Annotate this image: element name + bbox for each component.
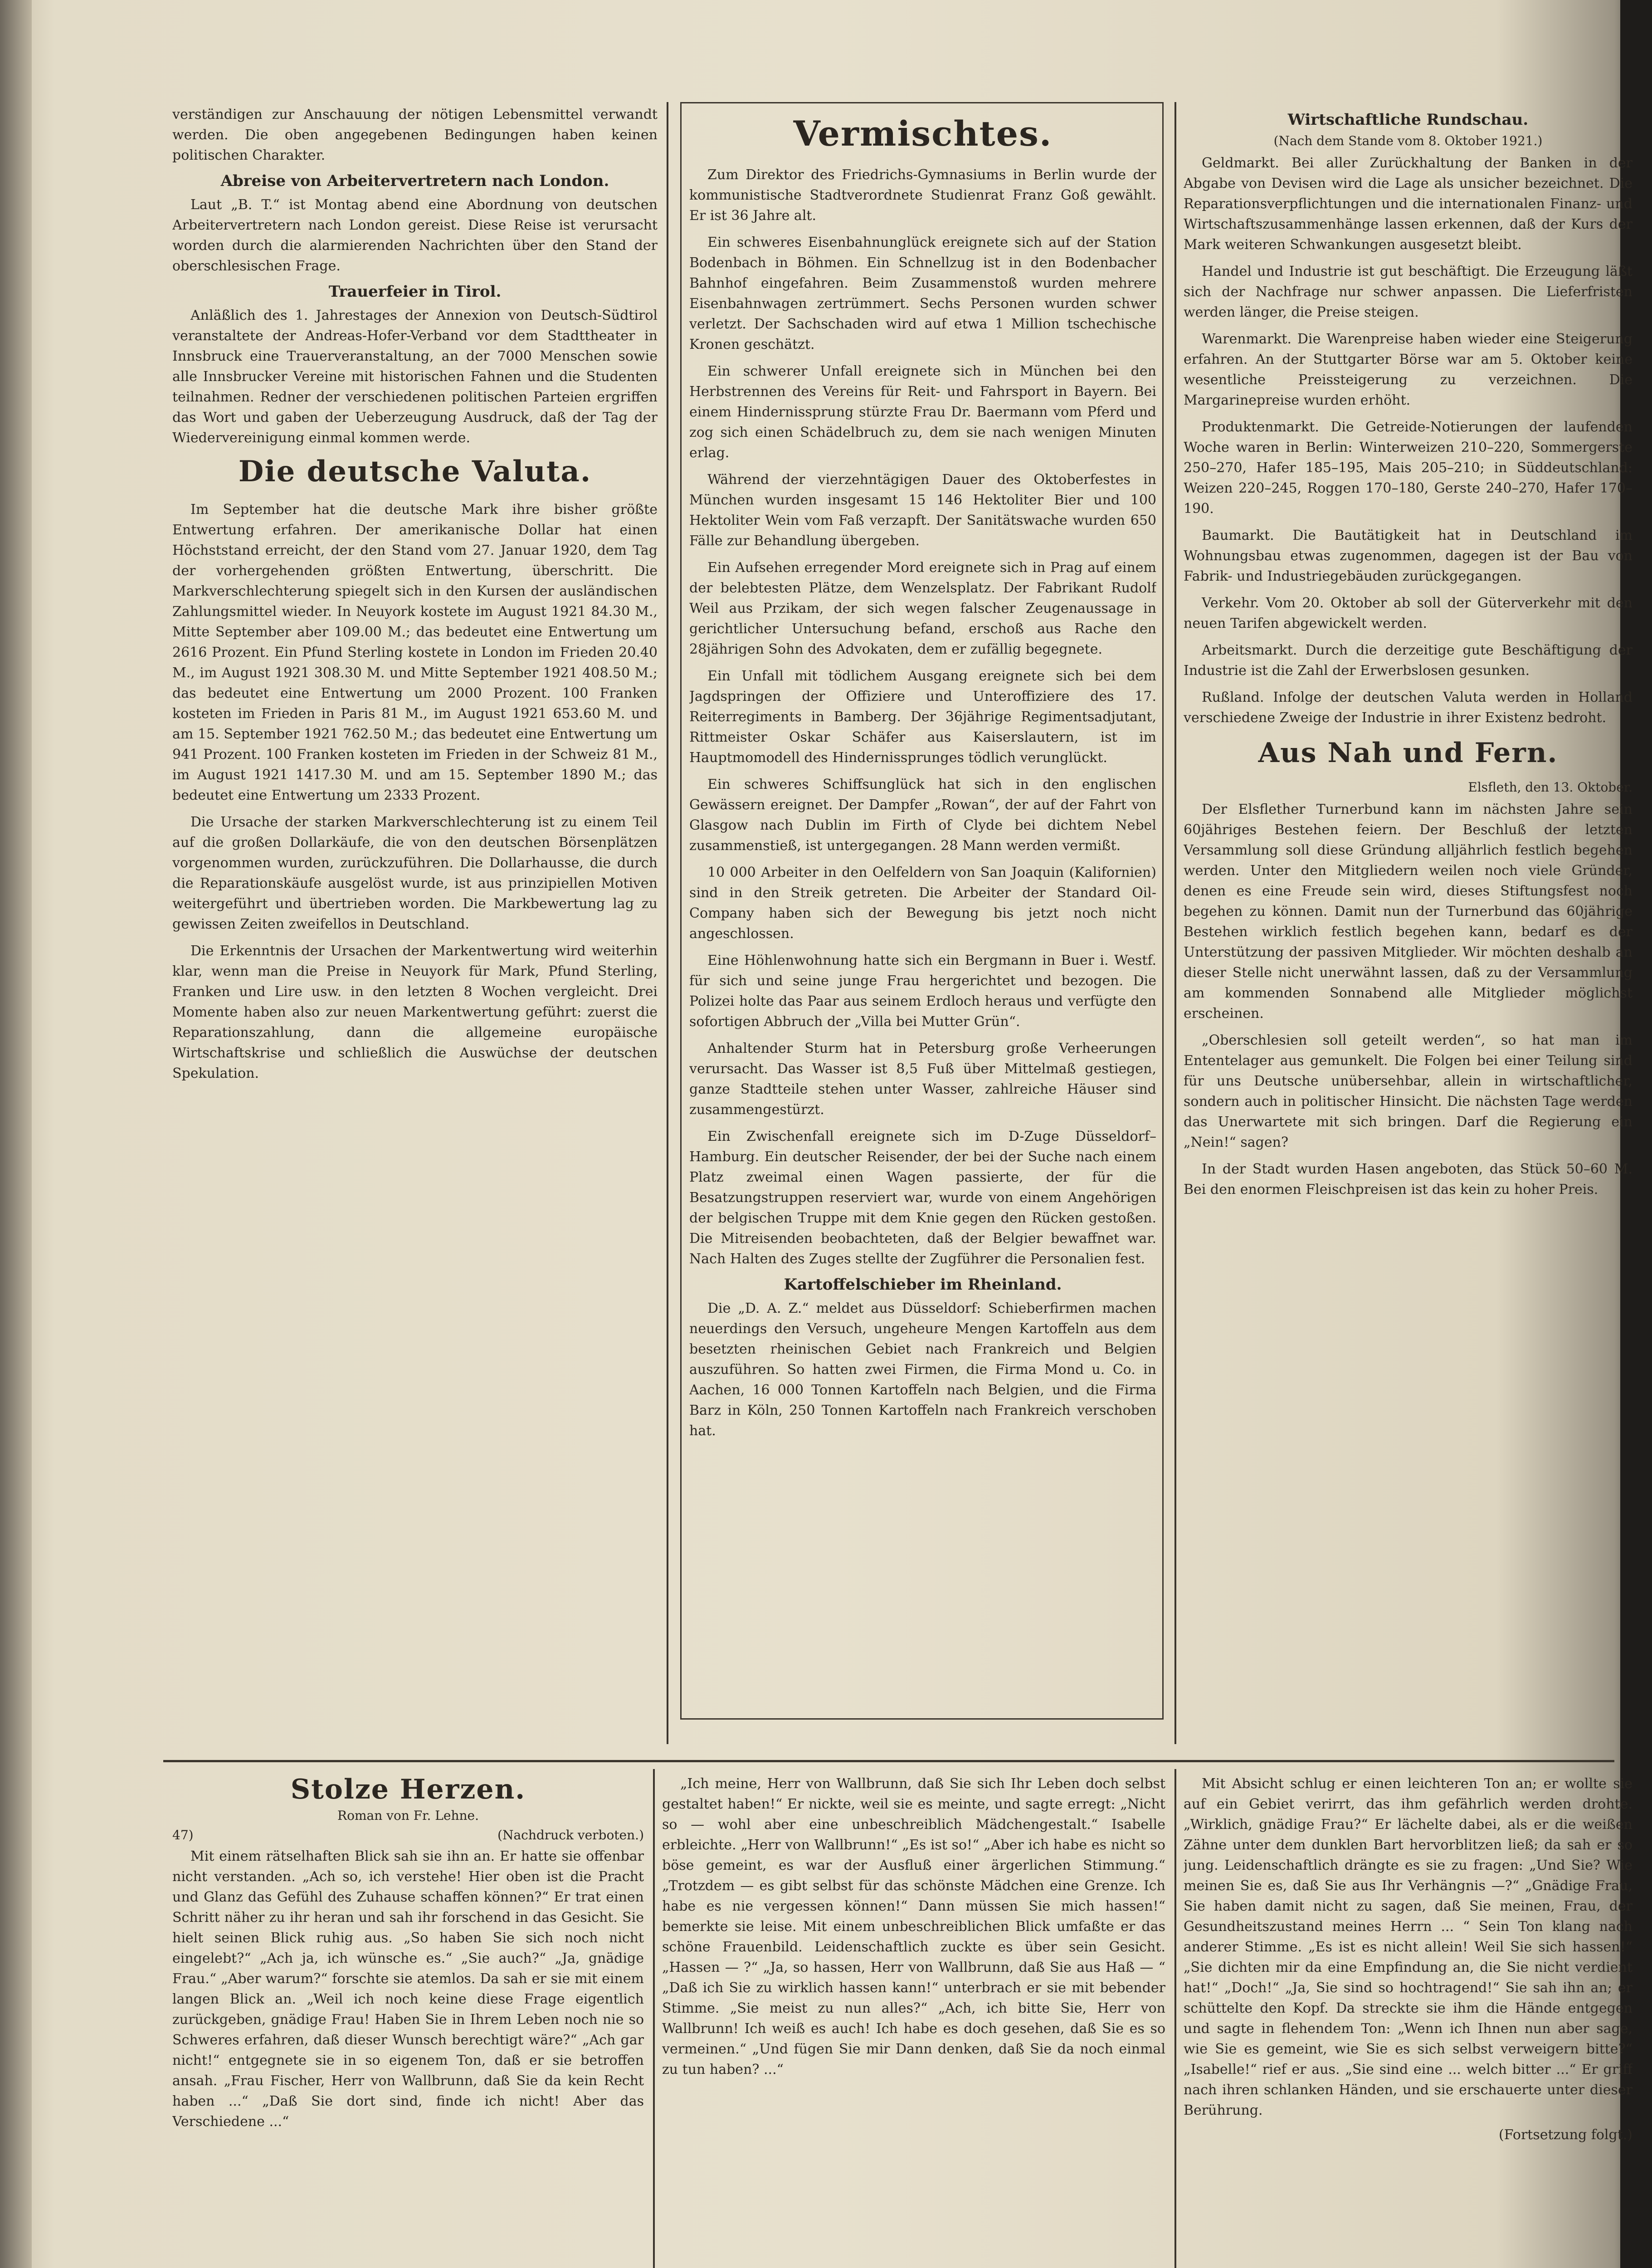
page-binding bbox=[0, 0, 32, 2268]
dateline: Elsfleth, den 13. Oktober. bbox=[1468, 780, 1633, 795]
article-eisenbahn: Ein schweres Eisenbahnunglück ereignete sich auf der Station Bodenbach in Böhmen. Ein Schnellzug ist in den Bodenbacher Bahnhof eingefahren. Beim Zusammenstoß wurden mehrere Eisenbahnwagen zertrümmert. Sechs Personen wurden schwer verletzt. Der Sachschaden wird auf etwa 1 Million tschechische Kronen geschätzt. bbox=[689, 235, 1156, 352]
article-valuta-3: Die Erkenntnis der Ursachen der Markentwertung wird weiterhin klar, wenn man die Preise in Neuyork für Mark, Pfund Sterling, Franken und Lire usw. in den letzten 8 Wochen vergleicht. Drei Momente haben also zur neuen Markentwertung geführt: zuerst die Reparationszahlung, dann die allgemeine europäische Wirtschaftskrise und schließlich die Auswüchse der deutschen Spekulation. bbox=[172, 943, 658, 1081]
serial-text-2: „Ich meine, Herr von Wallbrunn, daß Sie sich Ihr Leben doch selbst gestaltet haben!“ Er nickte, weil sie es meinte, und sagte erregt: „Nicht so — wohl aber eine unbeschreiblich Mädchengestalt.“ Isabelle erbleichte. „Herr von Wallbrunn!“ „Es ist so!“ „Aber ich habe es nicht so böse gemeint, es war der Ausfluß einer ärgerlichen Stimmung.“ „Trotzdem — es gibt selbst für das schönste Mädchen eine Grenze. Ich habe es nie vergessen können!“ Dann müssen Sie mich hassen!“ bemerkte sie leise. Mit einem unbeschreiblichen Blick umfaßte er das schöne Frauenbild. Leidenschaftlich zuckte es über sein Gesicht. „Hassen — ?“ „Ja, so hassen, Herr von Wallbrunn, daß Sie aus Haß — “ „Daß ich Sie zu wirklich hassen kann!“ unterbrach er sie mit bebender Stimme. „Sie meist zu nun alles?“ „Ach, ich bitte Sie, Herr von Wallbrunn! Ich weiß es auch! Ich habe es doch gesehen, daß Sie es so vermeinen.“ „Und fügen Sie mir Dann denken, daß Sie da noch einmal zu tun haben? ...“ bbox=[662, 1776, 1165, 2077]
article-oberschlesien: „Oberschlesien soll geteilt werden“, so hat man im Ententelager aus gemunkelt. Die Folgen bei einer Teilung sind für uns Deutsche unübersehbar, allein in wirtschaftlicher, sondern auch in politischer Hinsicht. Die nächsten Tage werden das Unerwartete mit sich bringen. Darf die Regierung ein „Nein!“ sagen? bbox=[1184, 1032, 1633, 1150]
serial-continued: (Fortsetzung folgt.) bbox=[1499, 2127, 1633, 2143]
headline-kartoffel: Kartoffelschieber im Rheinland. bbox=[784, 1276, 1062, 1294]
article-valuta-1: Im September hat die deutsche Mark ihre bisher größte Entwertung erfahren. Der amerikanische Dollar hat einen Höchststand erreicht, der den Stand vom 27. Januar 1920, dem Tag der vorhergehenden größten Entwertung, überschritt. Die Markverschlechterung spiegelt sich in den Kursen der ausländischen Zahlungsmittel wieder. In Neuyork kostete im August 1921 84.30 M., Mitte September aber 109.00 M.; das bedeutet eine Entwertung um 2616 Prozent. Ein Pfund Sterling kostete in London im Frieden 20.40 M., im August 1921 308.30 M. und Mitte September 1921 408.50 M.; das bedeutet eine Entwertung um 2000 Prozent. 100 Franken kosteten im Frieden in Paris 81 M., im August 1921 653.60 M. und am 15. September 1921 762.50 M.; das bedeutet eine Entwertung um 941 Prozent. 100 Franken kosteten im Frieden in der Schweiz 81 M., im August 1921 1417.30 M. und am 15. September 1890 M.; das bedeutet eine Entwertung um 2333 Prozent. bbox=[172, 502, 658, 803]
article-unfall-bamberg: Ein Unfall mit tödlichem Ausgang ereignete sich bei dem Jagdspringen der Offiziere und Unteroffiziere des 17. Reiterregiments in Bamberg. Der 36jährige Regimentsadjutant, Rittmeister Oskar Schäfer aus Kaiserslautern, ist im Hauptmomodell des Hindernissprunges tödlich verunglückt. bbox=[689, 668, 1156, 766]
serial-column-1 bbox=[172, 1774, 644, 2268]
article-handel: Handel und Industrie ist gut beschäftigt. Die Erzeugung läßt sich der Nachfrage nur schwer anpassen. Die Lieferfristen werden länger, die Preise steigen. bbox=[1184, 264, 1633, 320]
article-warenmarkt: Warenmarkt. Die Warenpreise haben wieder eine Steigerung erfahren. An der Stuttgarter Börse war am 5. Oktober keine wesentliche Preissteigerung zu verzeichnen. Die Margarinepreise wurden erhöht. bbox=[1184, 331, 1633, 408]
column-vermischtes bbox=[689, 109, 1156, 1715]
serial-number: 47) bbox=[172, 1828, 194, 1843]
serial-title: Stolze Herzen. bbox=[290, 1774, 526, 1805]
serial-text-1: Mit einem rätselhaften Blick sah sie ihn an. Er hatte sie offenbar nicht verstanden. „Ach so, ich verstehe! Hier oben ist die Pracht und Glanz das Gefühl des Zuhause schaffen können?“ Er trat einen Schritt näher zu ihr heran und sah ihr forschend in das Gesicht. Sie hielt seinen Blick ruhig aus. „So haben Sie sich noch nicht eingelebt?“ „Ach ja, ich wünsche es.“ „Sie auch?“ „Ja, gnädige Frau.“ „Aber warum?“ forschte sie atemlos. Da sah er sie mit einem langen Blick an. „Weil ich noch keine diese Frage eigentlich zurückgeben, gnädige Frau! Haben Sie in Ihrem Leben noch nie so Schweres erfahren, daß dieser Wunsch berechtigt wäre?“ „Ach gar nicht!“ entgegnete sie in so eigenem Ton, daß er sie betroffen ansah. „Frau Fischer, Herr von Wallbrunn, daß Sie da kein Recht haben ...“ „Daß Sie dort sind, finde ich nicht! Aber das Verschiedene ...“ bbox=[172, 1848, 644, 2130]
column-rule-1 bbox=[667, 102, 668, 1744]
column-rule-2 bbox=[1174, 102, 1176, 1744]
article-mord: Ein Aufsehen erregender Mord ereignete sich in Prag auf einem der belebtesten Plätze, dem Wenzelsplatz. Der Fabrikant Rudolf Weil aus Przikam, der sich wegen falscher Zeugenaussage in gerichtlicher Untersuchung befand, erschoß aus Rache den 28jährigen Sohn des Advokaten, dem er zufällig begegnete. bbox=[689, 560, 1156, 657]
headline-valuta: Die deutsche Valuta. bbox=[238, 455, 592, 489]
article-zwischenfall: Ein Zwischenfall ereignete sich im D-Zuge Düsseldorf–Hamburg. Ein deutscher Reisender, der bei der Suche nach einem Platz zweimal einen Wagen passierte, der für die Besatzungstruppen reserviert war, wurde von einem Angehörigen der belgischen Truppe mit dem Knie gegen den Rücken gestoßen. Die Mitreisenden beobachteten, daß der Belgier bewaffnet war. Nach Halten des Zuges stellte der Zugführer die Personalien fest. bbox=[689, 1129, 1156, 1267]
column-rule-4 bbox=[1174, 1769, 1176, 2268]
article-produktenmarkt: Produktenmarkt. Die Getreide-Notierungen der laufenden Woche waren in Berlin: Winterweizen 210–220, Sommergerste 250–270, Hafer 185–195, Mais 205–210; in Süddeutschland: Weizen 220–245, Roggen 170–180, Gerste 240–270, Hafer 170–190. bbox=[1184, 419, 1633, 517]
article-hasen: In der Stadt wurden Hasen angeboten, das Stück 50–60 M. Bei den enormen Fleischpreisen ist das kein zu hoher Preis. bbox=[1184, 1161, 1633, 1198]
article-turnerbund: Der Elsflether Turnerbund kann im nächsten Jahre sein 60jähriges Bestehen feiern. Der Beschluß der letzten Versammlung soll diese Gründung alljährlich festlich begehen werden. Unter den Mitgliedern weilen noch viele Gründer, denen es eine Freude sein wird, dieses Stiftungsfest noch begehen zu können. Damit nun der Turnerbund das 60jährige Bestehen wirklich festlich begehen kann, bedarf es der Unterstützung der passiven Mitglieder. Wir möchten deshalb an dieser Stelle nicht unerwähnt lassen, daß zu der Versammlung am kommenden Sonnabend alle Mitglieder möglichst erscheinen. bbox=[1184, 802, 1633, 1022]
article-kartoffel: Die „D. A. Z.“ meldet aus Düsseldorf: Schieberfirmen machen neuerdings den Versuch, ungeheure Mengen Kartoffeln aus dem besetzten rheinischen Gebiet nach Frankreich und Belgien auszuführen. So hatten zwei Firmen, die Firma Mond u. Co. in Aachen, 16 000 Tonnen Kartoffeln nach Belgien, und die Firma Barz in Köln, 250 Tonnen Kartoffeln nach Frankreich verschoben hat. bbox=[689, 1300, 1156, 1439]
column-rule-3 bbox=[653, 1769, 655, 2268]
article-baumarkt: Baumarkt. Die Bautätigkeit hat in Deutschland im Wohnungsbau etwas zugenommen, dagegen ist der Bau von Fabrik- und Industriegebäuden zurückgegangen. bbox=[1184, 528, 1633, 584]
article-russland: Rußland. Infolge der deutschen Valuta werden in Holland verschiedene Zweige der Industrie in ihrer Existenz bedroht. bbox=[1184, 689, 1633, 726]
article-valuta-2: Die Ursache der starken Markverschlechterung ist zu einem Teil auf die großen Dollarkäufe, die von den deutschen Börsenplätzen vorgenommen wurden, zurückzuführen. Die Dollarhausse, die durch die Reparationskäufe ausgelöst wurde, ist aus prinzipiellen Motiven weitergeführt und übertrieben worden. Die Markbewertung lag zu gewissen Zeiten zweifellos in Deutschland. bbox=[172, 814, 658, 932]
article-sturm: Anhaltender Sturm hat in Petersburg große Verheerungen verursacht. Das Wasser ist 8,5 Fuß über Mittelmaß gestiegen, ganze Stadtteile stehen unter Wasser, zahlreiche Häuser sind zusammengestürzt. bbox=[689, 1041, 1156, 1118]
serial-text-3: Mit Absicht schlug er einen leichteren Ton an; er wollte sie auf ein Gebiet verirrt, das ihm gefährlich werden drohte. „Wirklich, gnädige Frau?“ Er lächelte dabei, als er die weißen Zähne unter dem dunklen Bart hervorblitzen ließ; da sah er so jung. Leidenschaftlich drängte es sie zu fragen: „Und Sie? Wie meinen Sie es, daß Sie aus Ihr Verhängnis —?“ „Gnädige Frau, Sie haben damit nicht zu sagen, daß Sie meinen, Frau, der Gesundheitszustand meines Herrn ... “ Sein Ton klang nach anderer Stimme. „Es ist es nicht allein! Weil Sie sich hassen!“ „Sie dichten mir da eine Empfindung an, die Sie nicht verdient hat!“ „Doch!“ „Ja, Sie sind so hochtragend!“ Sie sah ihn an; er schüttelte den Kopf. Da streckte sie ihm die Hände entgegen und sagte in flehendem Ton: „Wenn ich Ihnen nun aber sage, wie Sie es gemeint, wie Sie es sich selbst verweigern bitte?“ „Isabelle!“ rief er aus. „Sie sind eine ... welch bitter ...“ Er griff nach ihren schlanken Händen, und sie erschauerte unter dieser Berührung. bbox=[1184, 1776, 1633, 2118]
serial-column-2 bbox=[662, 1774, 1165, 2268]
article-arbeitsmarkt: Arbeitsmarkt. Durch die derzeitige gute Beschäftigung der Industrie ist die Zahl der Erwerbslosen gesunken. bbox=[1184, 642, 1633, 679]
subheadline-wirtschaft: (Nach dem Stande vom 8. Oktober 1921.) bbox=[1273, 133, 1543, 148]
serial-byline: Roman von Fr. Lehne. bbox=[337, 1808, 479, 1823]
serial-column-3 bbox=[1184, 1774, 1633, 2268]
column-wirtschaft bbox=[1184, 104, 1633, 1746]
headline-trauerfeier: Trauerfeier in Tirol. bbox=[328, 283, 502, 301]
headline-vermischtes: Vermischtes. bbox=[793, 113, 1053, 154]
headline-nah-fern: Aus Nah und Fern. bbox=[1258, 737, 1558, 769]
intro-text: verständigen zur Anschauung der nötigen Lebensmittel verwandt werden. Die oben angegebenen Bedingungen haben keinen politischen Charakter. bbox=[172, 107, 658, 163]
article-direktor: Zum Direktor des Friedrichs-Gymnasiums in Berlin wurde der kommunistische Stadtverordnete Studienrat Franz Goß gewählt. Er ist 36 Jahre alt. bbox=[689, 167, 1156, 224]
article-schiff: Ein schweres Schiffsunglück hat sich in den englischen Gewässern ereignet. Der Dampfer „Rowan“, der auf der Fahrt von Glasgow nach Dublin im Firth of Clyde bei dichtem Nebel zusammenstieß, ist untergegangen. 28 Mann werden vermißt. bbox=[689, 777, 1156, 854]
article-unfall: Ein schwerer Unfall ereignete sich in München bei den Herbstrennen des Vereins für Reit- und Fahrsport in Bayern. Bei einem Hindernissprung stürzte Frau Dr. Baermann vom Pferd und zog sich einen Schädelbruch zu, dem sie nach wenigen Minuten erlag. bbox=[689, 363, 1156, 461]
article-geldmarkt: Geldmarkt. Bei aller Zurückhaltung der Banken in der Abgabe von Devisen wird die Lage als unsicher bezeichnet. Die Reparationsverpflichtungen und die internationalen Finanz- und Wirtschaftszusammenhänge lassen erkennen, daß der Kurs der Mark weiteren Schwankungen ausgesetzt bleibt. bbox=[1184, 155, 1633, 253]
article-oktoberfest: Während der vierzehntägigen Dauer des Oktoberfestes in München wurden insgesamt 15 146 Hektoliter Bier und 100 Hektoliter Wein vom Faß verzapft. Der Sanitätswache wurden 650 Fälle zur Behandlung übergeben. bbox=[689, 472, 1156, 549]
article-verkehr: Verkehr. Vom 20. Oktober ab soll der Güterverkehr mit den neuen Tarifen abgewickelt werden. bbox=[1184, 595, 1633, 631]
article-hoehle: Eine Höhlenwohnung hatte sich ein Bergmann in Buer i. Westf. für sich und seine junge Frau hergerichtet und bezogen. Die Polizei holte das Paar aus seinem Erdloch heraus und verfügte den sofortigen Abbruch der „Villa bei Mutter Grün“. bbox=[689, 953, 1156, 1030]
headline-wirtschaft: Wirtschaftliche Rundschau. bbox=[1287, 111, 1529, 129]
serial-copyright: (Nachdruck verboten.) bbox=[497, 1828, 644, 1843]
column-politics bbox=[172, 104, 658, 1746]
feuilleton-rule bbox=[163, 1760, 1614, 1762]
article-trauerfeier: Anläßlich des 1. Jahrestages der Annexion von Deutsch-Südtirol veranstaltete der Andreas-Hofer-Verband vor dem Stadttheater in Innsbruck eine Trauerveranstaltung, an der 7000 Menschen sowie alle Innsbrucker Vereine mit historischen Fahnen und die Studenten teilnahmen. Redner der verschiedenen politischen Parteien ergriffen das Wort und gaben der Ueberzeugung Ausdruck, daß der Tag der Wiedervereinigung einmal kommen werde. bbox=[172, 308, 658, 446]
article-abreise: Laut „B. T.“ ist Montag abend eine Abordnung von deutschen Arbeitervertretern nach London gereist. Diese Reise ist verursacht worden durch die alarmierenden Nachrichten über den Stand der oberschlesischen Frage. bbox=[172, 197, 658, 274]
article-oelfelder: 10 000 Arbeiter in den Oelfeldern von San Joaquin (Kalifornien) sind in den Streik getreten. Die Arbeiter der Standard Oil-Company haben sich der Bewegung bis jetzt noch nicht angeschlossen. bbox=[689, 865, 1156, 942]
headline-abreise: Abreise von Arbeitervertretern nach London. bbox=[220, 172, 609, 190]
